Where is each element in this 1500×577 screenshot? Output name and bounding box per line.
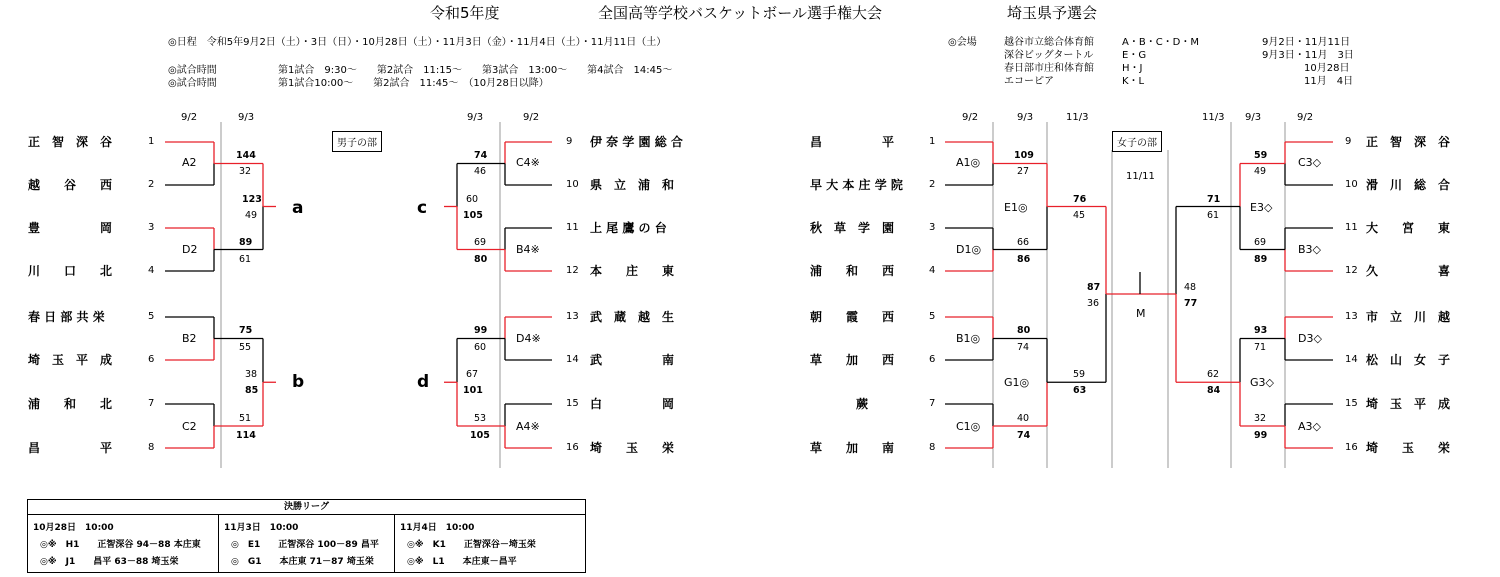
team-number: 9 bbox=[566, 136, 573, 147]
score: 80 bbox=[1017, 325, 1031, 336]
score: 48 bbox=[1184, 282, 1197, 293]
score: 46 bbox=[474, 166, 487, 177]
header-year: 令和5年度 bbox=[430, 4, 500, 22]
final-slot-label: d bbox=[417, 372, 430, 392]
league-game: ◎※ J1 昌平 63－88 埼玉栄 bbox=[40, 557, 179, 567]
league-date: 10月28日 10:00 bbox=[33, 523, 114, 533]
final-slot-label: a bbox=[292, 198, 304, 218]
score: 67 bbox=[466, 369, 479, 380]
team-number: 4 bbox=[148, 265, 155, 276]
round-date: 11/3 bbox=[1202, 112, 1225, 123]
score: 40 bbox=[1017, 413, 1030, 424]
final-league-title: 決勝リーグ bbox=[28, 500, 585, 515]
score: 45 bbox=[1073, 210, 1086, 221]
score: 27 bbox=[1017, 166, 1030, 177]
men-section-label: 男子の部 bbox=[332, 131, 382, 152]
score: 99 bbox=[1254, 430, 1268, 441]
round-date: 11/3 bbox=[1066, 112, 1089, 123]
team-name: 朝 霞 西 bbox=[810, 310, 895, 324]
venue-name: エコーピア bbox=[1004, 76, 1054, 87]
team-number: 7 bbox=[148, 398, 155, 409]
score: 49 bbox=[1254, 166, 1267, 177]
team-number: 4 bbox=[929, 265, 936, 276]
score: 76 bbox=[1073, 194, 1087, 205]
score: 144 bbox=[236, 150, 256, 161]
team-name: 正 智 深 谷 bbox=[1366, 135, 1451, 149]
round-date: 9/3 bbox=[1245, 112, 1262, 123]
team-number: 6 bbox=[929, 354, 936, 365]
final-code: M bbox=[1136, 307, 1146, 320]
score: 61 bbox=[239, 254, 252, 265]
venue-name: 越谷市立総合体育館 bbox=[1004, 37, 1094, 48]
team-name: 昌 平 bbox=[28, 441, 113, 455]
round-date: 9/3 bbox=[1017, 112, 1034, 123]
league-date: 11月3日 10:00 bbox=[224, 523, 299, 533]
team-number: 8 bbox=[929, 442, 936, 453]
team-number: 15 bbox=[566, 398, 579, 409]
score: 86 bbox=[1017, 254, 1031, 265]
team-name: 正 智 深 谷 bbox=[28, 135, 113, 149]
league-day bbox=[394, 515, 585, 572]
team-name: 川 口 北 bbox=[28, 264, 113, 278]
team-name: 秋 草 学 園 bbox=[810, 221, 895, 235]
score: 32 bbox=[239, 166, 252, 177]
team-name: 浦 和 北 bbox=[28, 397, 113, 411]
league-game: ◎※ H1 正智深谷 94－88 本庄東 bbox=[40, 540, 201, 550]
team-number: 7 bbox=[929, 398, 936, 409]
score: 63 bbox=[1073, 385, 1087, 396]
final-date: 11/11 bbox=[1126, 171, 1155, 182]
team-name: 大 宮 東 bbox=[1366, 221, 1451, 235]
team-number: 13 bbox=[566, 311, 579, 322]
final-slot-label: c bbox=[417, 198, 428, 218]
score: 38 bbox=[245, 369, 258, 380]
team-name: 早 大 本 庄 学 院 bbox=[810, 178, 903, 192]
match-code: C1◎ bbox=[956, 420, 981, 433]
match-code: D3◇ bbox=[1298, 332, 1322, 345]
team-number: 12 bbox=[566, 265, 579, 276]
team-name: 草 加 西 bbox=[810, 353, 895, 367]
header-prelim: 埼玉県予選会 bbox=[1007, 4, 1098, 22]
team-number: 2 bbox=[148, 179, 155, 190]
header-tournament: 全国高等学校バスケットボール選手権大会 bbox=[598, 4, 882, 22]
match-code: D4※ bbox=[516, 332, 541, 345]
score: 69 bbox=[1254, 237, 1267, 248]
score: 99 bbox=[474, 325, 488, 336]
final-slot-label: b bbox=[292, 372, 305, 392]
team-name: 白 岡 bbox=[590, 397, 675, 411]
team-number: 1 bbox=[148, 136, 155, 147]
venue-name: 春日部市庄和体育館 bbox=[1004, 63, 1094, 74]
score: 62 bbox=[1207, 369, 1220, 380]
team-name: 埼 玉 平 成 bbox=[1366, 397, 1451, 411]
match-code: C2 bbox=[182, 420, 197, 433]
match-code: E3◇ bbox=[1250, 201, 1273, 214]
match-code: A2 bbox=[182, 156, 197, 169]
team-number: 2 bbox=[929, 179, 936, 190]
score: 89 bbox=[239, 237, 253, 248]
time-label-2: ◎試合時間 bbox=[168, 78, 217, 89]
venue-courts: H・J bbox=[1122, 63, 1143, 74]
score: 49 bbox=[245, 210, 258, 221]
league-game: ◎ E1 正智深谷 100－89 昌平 bbox=[231, 540, 379, 550]
team-name: 春 日 部 共 栄 bbox=[28, 310, 105, 324]
match-code: B3◇ bbox=[1298, 243, 1322, 256]
team-number: 8 bbox=[148, 442, 155, 453]
team-number: 11 bbox=[566, 222, 579, 233]
team-name: 久 喜 bbox=[1366, 264, 1451, 278]
team-name: 県 立 浦 和 bbox=[590, 178, 675, 192]
league-game: ◎※ L1 本庄東－昌平 bbox=[407, 557, 517, 567]
schedule-text: ◎日程 令和5年9月2日（土）・3日（日）・10月28日（土）・11月3日（金）・11月4日（土）・11月11日（土） bbox=[168, 37, 667, 48]
score: 60 bbox=[474, 342, 487, 353]
match-code: B2 bbox=[182, 332, 197, 345]
venue-courts: E・G bbox=[1122, 50, 1147, 61]
venue-label: ◎会場 bbox=[948, 37, 977, 48]
venue-dates: 11月 4日 bbox=[1304, 76, 1354, 87]
team-number: 16 bbox=[566, 442, 579, 453]
team-number: 13 bbox=[1345, 311, 1358, 322]
score: 69 bbox=[474, 237, 487, 248]
score: 123 bbox=[242, 194, 262, 205]
match-code: A3◇ bbox=[1298, 420, 1321, 433]
match-code: E1◎ bbox=[1004, 201, 1028, 214]
team-number: 6 bbox=[148, 354, 155, 365]
score: 105 bbox=[463, 210, 483, 221]
score: 109 bbox=[1014, 150, 1034, 161]
match-code: A4※ bbox=[516, 420, 540, 433]
score: 74 bbox=[1017, 342, 1030, 353]
score: 71 bbox=[1254, 342, 1267, 353]
team-name: 豊 岡 bbox=[28, 221, 113, 235]
team-number: 10 bbox=[566, 179, 579, 190]
team-name: 松 山 女 子 bbox=[1366, 353, 1451, 367]
score: 66 bbox=[1017, 237, 1030, 248]
score: 93 bbox=[1254, 325, 1268, 336]
score: 74 bbox=[474, 150, 488, 161]
team-number: 12 bbox=[1345, 265, 1358, 276]
round-date: 9/2 bbox=[181, 112, 198, 123]
score: 80 bbox=[474, 254, 488, 265]
team-number: 15 bbox=[1345, 398, 1358, 409]
score: 105 bbox=[470, 430, 490, 441]
score: 53 bbox=[474, 413, 487, 424]
team-number: 3 bbox=[148, 222, 155, 233]
venue-courts: A・B・C・D・M bbox=[1122, 37, 1200, 48]
match-code: B1◎ bbox=[956, 332, 981, 345]
round-date: 9/3 bbox=[238, 112, 255, 123]
score: 60 bbox=[466, 194, 479, 205]
score: 74 bbox=[1017, 430, 1031, 441]
match-code: G1◎ bbox=[1004, 376, 1030, 389]
team-number: 11 bbox=[1345, 222, 1358, 233]
match-code: C4※ bbox=[516, 156, 540, 169]
team-number: 9 bbox=[1345, 136, 1352, 147]
score: 85 bbox=[245, 385, 259, 396]
time-line-1: 第1試合 9:30～ 第2試合 11:15～ 第3試合 13:00～ 第4試合 14:45～ bbox=[278, 65, 673, 76]
round-date: 9/2 bbox=[1297, 112, 1314, 123]
team-name: 浦 和 西 bbox=[810, 264, 895, 278]
round-date: 9/3 bbox=[467, 112, 484, 123]
time-line-2: 第1試合10:00～ 第2試合 11:45～ （10月28日以降） bbox=[278, 78, 549, 89]
match-code: D2 bbox=[182, 243, 198, 256]
score: 55 bbox=[239, 342, 252, 353]
team-name: 滑 川 総 合 bbox=[1366, 178, 1451, 192]
league-date: 11月4日 10:00 bbox=[400, 523, 475, 533]
venue-dates: 9月3日・11月 3日 bbox=[1262, 50, 1354, 61]
team-name: 草 加 南 bbox=[810, 441, 895, 455]
team-name: 上 尾 鷹 の 台 bbox=[590, 221, 667, 235]
score: 36 bbox=[1087, 298, 1100, 309]
women-section-label: 女子の部 bbox=[1112, 131, 1162, 152]
score: 84 bbox=[1207, 385, 1221, 396]
score: 101 bbox=[463, 385, 483, 396]
team-name: 越 谷 西 bbox=[28, 178, 113, 192]
venue-courts: K・L bbox=[1122, 76, 1145, 87]
team-number: 16 bbox=[1345, 442, 1358, 453]
match-code: B4※ bbox=[516, 243, 540, 256]
league-day bbox=[218, 515, 395, 572]
score: 75 bbox=[239, 325, 253, 336]
final-league-table bbox=[27, 499, 586, 573]
team-number: 14 bbox=[1345, 354, 1358, 365]
team-name: 武 南 bbox=[590, 353, 675, 367]
league-game: ◎※ K1 正智深谷－埼玉栄 bbox=[407, 540, 536, 550]
time-label-1: ◎試合時間 bbox=[168, 65, 217, 76]
venue-name: 深谷ビッグタートル bbox=[1004, 50, 1094, 61]
round-date: 9/2 bbox=[962, 112, 979, 123]
score: 114 bbox=[236, 430, 256, 441]
team-number: 14 bbox=[566, 354, 579, 365]
team-name: 武 蔵 越 生 bbox=[590, 310, 675, 324]
team-name: 埼 玉 栄 bbox=[1366, 441, 1451, 455]
score: 87 bbox=[1087, 282, 1101, 293]
round-date: 9/2 bbox=[523, 112, 540, 123]
score: 61 bbox=[1207, 210, 1220, 221]
team-name: 埼 玉 平 成 bbox=[28, 353, 113, 367]
score: 59 bbox=[1073, 369, 1086, 380]
score: 32 bbox=[1254, 413, 1267, 424]
score: 71 bbox=[1207, 194, 1221, 205]
match-code: A1◎ bbox=[956, 156, 981, 169]
score: 89 bbox=[1254, 254, 1268, 265]
venue-dates: 9月2日・11月11日 bbox=[1262, 37, 1351, 48]
score: 51 bbox=[239, 413, 252, 424]
team-number: 10 bbox=[1345, 179, 1358, 190]
team-name: 埼 玉 栄 bbox=[590, 441, 675, 455]
venue-dates: 10月28日 bbox=[1304, 63, 1350, 74]
league-game: ◎ G1 本庄東 71－87 埼玉栄 bbox=[231, 557, 374, 567]
team-number: 3 bbox=[929, 222, 936, 233]
match-code: D1◎ bbox=[956, 243, 982, 256]
team-name: 市 立 川 越 bbox=[1366, 310, 1451, 324]
team-number: 5 bbox=[929, 311, 936, 322]
team-number: 5 bbox=[148, 311, 155, 322]
team-number: 1 bbox=[929, 136, 936, 147]
league-day bbox=[28, 515, 218, 572]
team-name: 伊 奈 学 園 総 合 bbox=[590, 135, 683, 149]
score: 59 bbox=[1254, 150, 1268, 161]
team-name: 蕨 bbox=[856, 397, 929, 411]
match-code: G3◇ bbox=[1250, 376, 1274, 389]
team-name: 本 庄 東 bbox=[590, 264, 675, 278]
score: 77 bbox=[1184, 298, 1198, 309]
match-code: C3◇ bbox=[1298, 156, 1322, 169]
team-name: 昌 平 bbox=[810, 135, 895, 149]
